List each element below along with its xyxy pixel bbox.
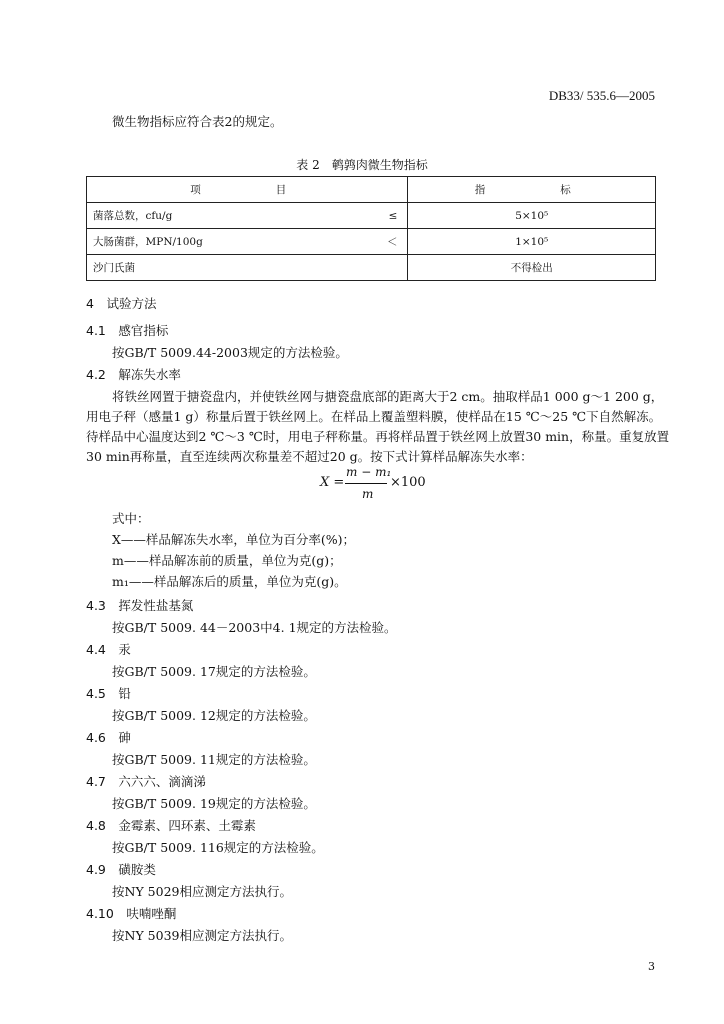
microbial-table — [86, 176, 656, 281]
section-4-6-text: 按GB/T 5009. 11规定的方法检验。 — [112, 752, 316, 767]
row-value: 1×10⁵ — [408, 229, 656, 255]
thaw-loss-formula — [0, 465, 724, 505]
row-symbol: ＜ — [329, 229, 408, 255]
row-item: 大肠菌群，MPN/100g — [87, 229, 330, 255]
row-symbol: ≤ — [329, 203, 408, 229]
formula-numerator: m − m₁ — [346, 465, 392, 479]
section-4-5-heading: 4.5 铅 — [86, 686, 131, 701]
intro-text: 微生物指标应符合表2的规定。 — [112, 114, 283, 129]
table-row — [87, 203, 656, 229]
section-4-4-text: 按GB/T 5009. 17规定的方法检验。 — [112, 664, 316, 679]
section-4-2-heading: 4.2 解冻失水率 — [86, 367, 181, 382]
table-header-row — [87, 177, 656, 203]
section-4-8-text: 按GB/T 5009. 116规定的方法检验。 — [112, 840, 324, 855]
section-4-heading: 4 试验方法 — [86, 296, 157, 311]
fraction-bar — [345, 483, 387, 484]
page-number: 3 — [648, 960, 655, 973]
definition-x: X——样品解冻失水率，单位为百分率(%)； — [112, 532, 356, 547]
section-4-5-text: 按GB/T 5009. 12规定的方法检验。 — [112, 708, 316, 723]
definition-m1: m₁——样品解冻后的质量，单位为克(g)。 — [112, 574, 347, 589]
section-4-9-heading: 4.9 磺胺类 — [86, 862, 156, 877]
section-4-7-text: 按GB/T 5009. 19规定的方法检验。 — [112, 796, 316, 811]
section-4-8-heading: 4.8 金霉素、四环素、土霉素 — [86, 818, 256, 833]
header-item: 项 目 — [87, 177, 408, 203]
formula-denominator: m — [362, 487, 374, 501]
definition-m: m——样品解冻前的质量，单位为克(g)； — [112, 553, 342, 568]
header-value: 指 标 — [408, 177, 656, 203]
section-4-3-heading: 4.3 挥发性盐基氮 — [86, 598, 194, 613]
row-value: 5×10⁵ — [408, 203, 656, 229]
row-symbol — [329, 255, 408, 281]
section-4-7-heading: 4.7 六六六、滴滴涕 — [86, 774, 206, 789]
table-row — [87, 229, 656, 255]
section-4-1-heading: 4.1 感官指标 — [86, 323, 169, 338]
section-4-2-line: 用电子秤（感量1 g）称量后置于铁丝网上。在样品上覆盖塑料膜，使样品在15 ℃～25 ℃下自然解冻。 — [86, 409, 662, 424]
row-item: 菌落总数，cfu/g — [87, 203, 330, 229]
document-code: DB33/ 535.6—2005 — [548, 88, 655, 103]
section-4-10-heading: 4.10 呋喃唑酮 — [86, 906, 177, 921]
row-value: 不得检出 — [408, 255, 656, 281]
formula-lhs: X = — [320, 475, 345, 490]
section-4-2-line: 将铁丝网置于搪瓷盘内，并使铁丝网与搪瓷盘底部的距离大于2 cm。抽取样品1 000 g～1 200 g， — [112, 389, 664, 404]
section-4-2-line: 30 min再称量，直至连续两次称量差不超过20 g。按下式计算样品解冻失水率： — [86, 449, 533, 464]
table-row — [87, 255, 656, 281]
section-4-3-text: 按GB/T 5009. 44－2003中4. 1规定的方法检验。 — [112, 620, 397, 635]
where-label: 式中： — [112, 511, 150, 526]
section-4-2-line: 待样品中心温度达到2 ℃～3 ℃时，用电子秤称量。再将样品置于铁丝网上放置30 min，称量。重复放置 — [86, 429, 670, 444]
section-4-9-text: 按NY 5029相应测定方法执行。 — [112, 884, 292, 899]
row-item: 沙门氏菌 — [87, 255, 330, 281]
section-4-6-heading: 4.6 砷 — [86, 730, 131, 745]
formula-rhs: ×100 — [390, 475, 426, 490]
section-4-4-heading: 4.4 汞 — [86, 642, 131, 657]
section-4-10-text: 按NY 5039相应测定方法执行。 — [112, 928, 292, 943]
section-4-1-text: 按GB/T 5009.44-2003规定的方法检验。 — [112, 345, 348, 360]
table-caption: 表 2 鹌鹑肉微生物指标 — [296, 158, 428, 172]
